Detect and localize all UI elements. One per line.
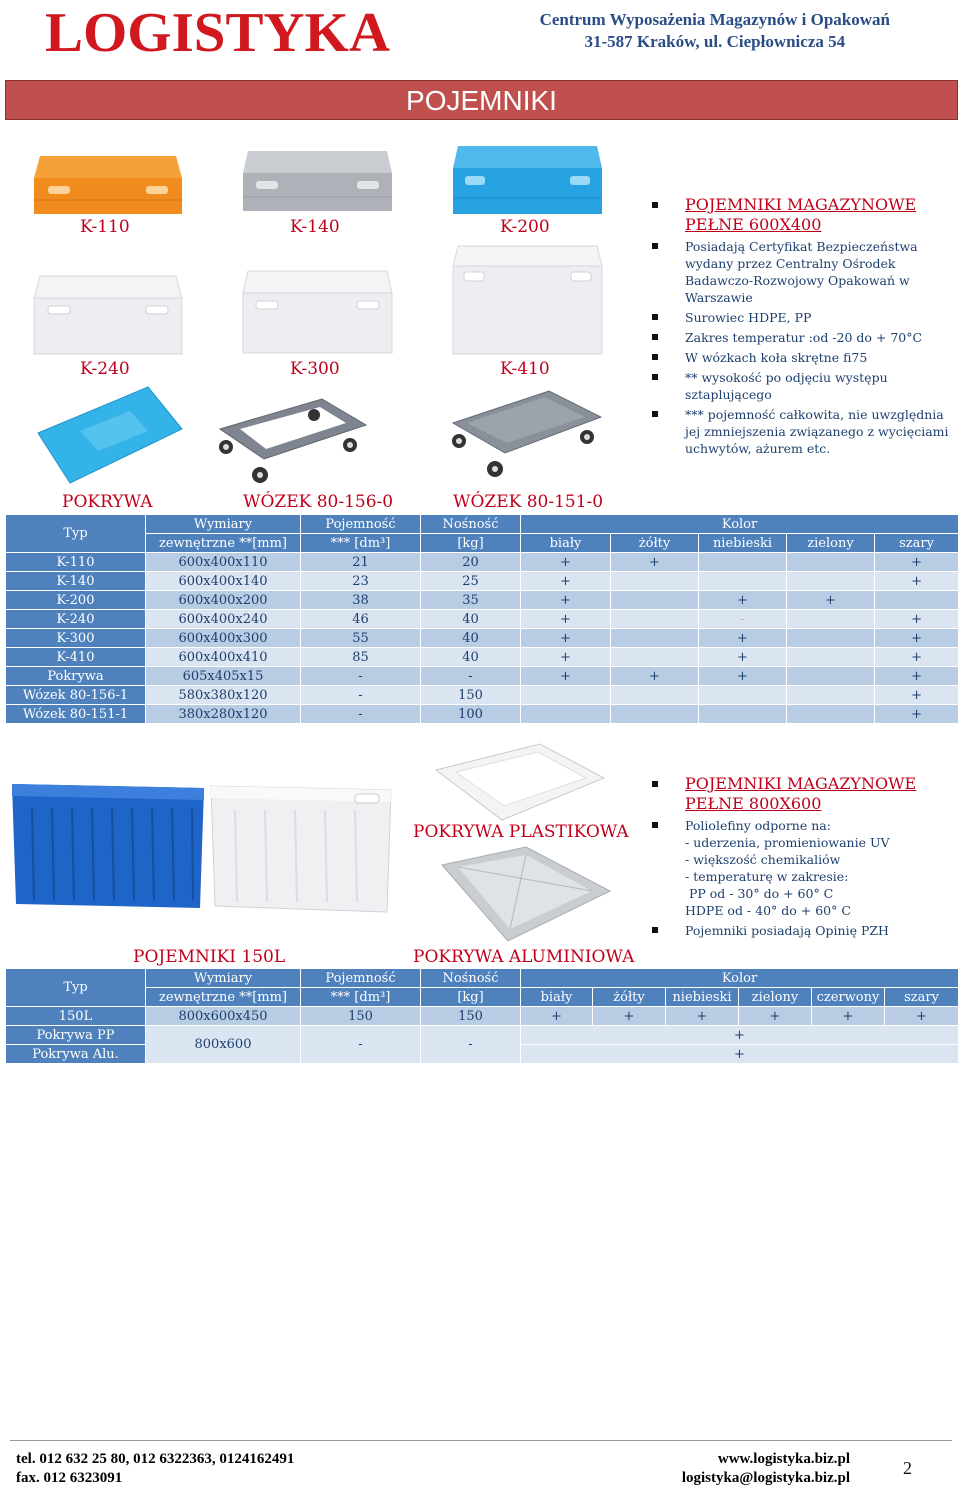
table-row (6, 705, 959, 724)
cell-color-mark: - (699, 610, 787, 629)
footer-web (682, 1450, 850, 1488)
company-name: Centrum Wyposażenia Magazynów i Opakowań (539, 10, 890, 29)
dolly-80-151-image (445, 385, 605, 480)
company-logo (45, 6, 395, 56)
label-k240: K-240 (80, 359, 130, 379)
cell-capacity: - (301, 667, 421, 686)
table-row (6, 572, 959, 591)
logo-text: LOGISTYKA (45, 6, 391, 56)
cell-color-mark (787, 610, 875, 629)
cell-color-mark: + (699, 667, 787, 686)
cell-color-mark: + (521, 667, 611, 686)
label-k410: K-410 (500, 359, 550, 379)
footer-email-link[interactable]: logistyka@logistyka.biz.pl (681, 1470, 850, 1486)
info-line: - uderzenia, promieniowanie UV (685, 835, 890, 850)
section-title-bar (5, 80, 958, 120)
cell-dims: 600x400x410 (146, 648, 301, 667)
info-line: HDPE od - 40° do + 60° C (685, 903, 851, 918)
cell-typ: K-110 (6, 553, 146, 572)
cell-color-mark: + (875, 610, 959, 629)
header-wymiary: Wymiary (146, 515, 301, 534)
cell-load: 150 (421, 686, 521, 705)
cell-color-mark: + (875, 705, 959, 724)
lid-blue-image (30, 385, 185, 490)
header-color: czerwony (812, 988, 885, 1007)
cell-color-mark: + (875, 629, 959, 648)
cell-color-mark: + (787, 591, 875, 610)
cell-color-mark: + (611, 553, 699, 572)
table-row (6, 553, 959, 572)
header-nosnosc: Nośność (421, 969, 521, 988)
cell-color-mark: + (521, 648, 611, 667)
info-list-800 (650, 774, 950, 942)
footer-phone: tel. 012 632 25 80, 012 6322363, 0124162491 (16, 1451, 295, 1467)
cell-capacity: 38 (301, 591, 421, 610)
cell-color-mark: + (521, 1045, 959, 1064)
info-item: Posiadają Certyfikat Bezpieczeństwa wydany przez Centralny Ośrodek Badawczo-Rozwojowy Opakowań w Warszawie (650, 238, 950, 306)
cell-color-mark (699, 572, 787, 591)
table-row (6, 629, 959, 648)
table-row (6, 610, 959, 629)
crate-white-k410-image (450, 240, 605, 358)
cell-typ: Pokrywa Alu. (6, 1045, 146, 1064)
header-nosnosc: Nośność (421, 515, 521, 534)
label-pokrywa: POKRYWA (62, 492, 153, 512)
cell-color-mark: + (875, 572, 959, 591)
cell-color-mark: + (885, 1007, 959, 1026)
cell-color-mark (787, 553, 875, 572)
cell-color-mark: + (699, 648, 787, 667)
header-wymiary: Wymiary (146, 969, 301, 988)
company-street: 31-587 Kraków, ul. Ciepłownicza 54 (584, 32, 846, 51)
cell-color-mark (787, 572, 875, 591)
crate-orange-image (30, 148, 186, 218)
header-color: niebieski (666, 988, 739, 1007)
cell-typ: K-240 (6, 610, 146, 629)
cell-dims: 600x400x200 (146, 591, 301, 610)
header-pojemnosc: Pojemność (301, 515, 421, 534)
cell-load: 40 (421, 610, 521, 629)
cell-color-mark: + (875, 648, 959, 667)
cell-dims: 800x600 (146, 1026, 301, 1064)
info-line: - większość chemikaliów (685, 852, 841, 867)
header-wymiary-unit: zewnętrzne **[mm] (146, 988, 301, 1007)
cell-capacity: - (301, 686, 421, 705)
cell-load: 40 (421, 629, 521, 648)
label-k110: K-110 (80, 217, 130, 237)
info-item: ** wysokość po odjęciu występu sztaplującego (650, 369, 950, 403)
cell-color-mark: + (521, 1007, 593, 1026)
header-pojemnosc-unit: *** [dm³] (301, 988, 421, 1007)
cell-color-mark: + (666, 1007, 739, 1026)
cell-load: 35 (421, 591, 521, 610)
cell-typ: Wózek 80-151-1 (6, 705, 146, 724)
header-color: zielony (787, 534, 875, 553)
cell-color-mark: + (812, 1007, 885, 1026)
cell-color-mark (611, 629, 699, 648)
table-row (6, 686, 959, 705)
info-item-materials (650, 817, 950, 919)
cell-color-mark: + (875, 553, 959, 572)
header-pojemnosc: Pojemność (301, 969, 421, 988)
section-title: POJEMNIKI (406, 85, 557, 116)
cell-capacity: - (301, 1026, 421, 1064)
cell-color-mark: + (521, 610, 611, 629)
info-heading-800: POJEMNIKI MAGAZYNOWE PEŁNE 800X600 (650, 774, 950, 814)
header-color: żółty (611, 534, 699, 553)
table-row (6, 648, 959, 667)
cell-typ: Pokrywa PP (6, 1026, 146, 1045)
cell-color-mark: + (739, 1007, 812, 1026)
header-color: niebieski (699, 534, 787, 553)
header-kolor: Kolor (521, 515, 959, 534)
info-heading-600: POJEMNIKI MAGAZYNOWE PEŁNE 600X400 (650, 195, 950, 235)
cell-dims: 580x380x120 (146, 686, 301, 705)
info-item: *** pojemność całkowita, nie uwzględnia jej zmniejszenia związanego z wycięciami uchwytów, ażurem etc. (650, 406, 950, 457)
header-wymiary-unit: zewnętrzne **[mm] (146, 534, 301, 553)
cell-typ: K-300 (6, 629, 146, 648)
info-line: PP od - 30° do + 60° C (685, 886, 834, 901)
label-wozek-156: WÓZEK 80-156-0 (243, 492, 394, 512)
info-list-600 (650, 195, 950, 460)
page-number: 2 (903, 1458, 912, 1478)
crate-grey-image (240, 143, 395, 215)
header-color: szary (885, 988, 959, 1007)
cell-capacity: 55 (301, 629, 421, 648)
cell-color-mark (875, 591, 959, 610)
header-color: żółty (593, 988, 666, 1007)
cell-color-mark: + (521, 572, 611, 591)
cell-load: 150 (421, 1007, 521, 1026)
info-item: W wózkach koła skrętne fi75 (650, 349, 950, 366)
header-nosnosc-unit: [kg] (421, 988, 521, 1007)
cell-color-mark: + (611, 667, 699, 686)
cell-capacity: 23 (301, 572, 421, 591)
cell-color-mark (699, 705, 787, 724)
cell-capacity: 85 (301, 648, 421, 667)
cell-load: - (421, 1026, 521, 1064)
cell-color-mark (611, 705, 699, 724)
header-color: biały (521, 534, 611, 553)
header-color: szary (875, 534, 959, 553)
cell-color-mark (521, 705, 611, 724)
cell-color-mark (611, 686, 699, 705)
cell-color-mark: + (521, 553, 611, 572)
cell-typ: Pokrywa (6, 667, 146, 686)
cell-color-mark: + (521, 1026, 959, 1045)
cell-color-mark (611, 610, 699, 629)
header-color: biały (521, 988, 593, 1007)
footer-fax: fax. 012 6323091 (16, 1470, 123, 1486)
cell-capacity: - (301, 705, 421, 724)
table-row (6, 591, 959, 610)
label-pojemniki-150l: POJEMNIKI 150L (133, 947, 286, 967)
cell-load: 100 (421, 705, 521, 724)
cell-typ: K-140 (6, 572, 146, 591)
header-pojemnosc-unit: *** [dm³] (301, 534, 421, 553)
cell-load: 25 (421, 572, 521, 591)
info-item-pzh: Pojemniki posiadają Opinię PZH (650, 922, 950, 939)
info-item: Zakres temperatur :od -20 do + 70°C (650, 329, 950, 346)
cell-color-mark (699, 553, 787, 572)
cell-color-mark (611, 648, 699, 667)
cell-color-mark (787, 648, 875, 667)
container-150l-white-image (205, 778, 395, 918)
header-kolor: Kolor (521, 969, 959, 988)
container-150l-blue-image (8, 778, 208, 918)
cell-typ: Wózek 80-156-1 (6, 686, 146, 705)
cell-typ: K-200 (6, 591, 146, 610)
table-row (6, 1026, 959, 1045)
crate-blue-image (450, 140, 605, 218)
cell-dims: 600x400x140 (146, 572, 301, 591)
cell-color-mark: + (875, 667, 959, 686)
label-k140: K-140 (290, 217, 340, 237)
header-typ: Typ (6, 969, 146, 1007)
cell-dims: 380x280x120 (146, 705, 301, 724)
cell-dims: 800x600x450 (146, 1007, 301, 1026)
company-address (540, 9, 890, 53)
cell-color-mark: + (593, 1007, 666, 1026)
header-nosnosc-unit: [kg] (421, 534, 521, 553)
footer-website-link[interactable]: www.logistyka.biz.pl (717, 1451, 850, 1467)
cell-color-mark (787, 667, 875, 686)
info-line: Poliolefiny odporne na: (685, 818, 831, 833)
cell-dims: 600x400x110 (146, 553, 301, 572)
label-k200: K-200 (500, 217, 550, 237)
crate-white-k300-image (240, 265, 395, 357)
footer-contact (16, 1450, 294, 1488)
footer-divider (10, 1440, 952, 1441)
cell-dims: 600x400x300 (146, 629, 301, 648)
label-wozek-151: WÓZEK 80-151-0 (453, 492, 604, 512)
cell-color-mark: + (521, 591, 611, 610)
dolly-80-156-image (210, 395, 370, 485)
info-line: - temperaturę w zakresie: (685, 869, 849, 884)
label-pokrywa-aluminiowa: POKRYWA ALUMINIOWA (413, 947, 635, 967)
cell-dims: 600x400x240 (146, 610, 301, 629)
cell-color-mark (521, 686, 611, 705)
cell-color-mark: + (699, 591, 787, 610)
label-pokrywa-plastikowa: POKRYWA PLASTIKOWA (413, 822, 629, 842)
header-typ: Typ (6, 515, 146, 553)
cell-load: 20 (421, 553, 521, 572)
cell-load: 40 (421, 648, 521, 667)
cell-capacity: 150 (301, 1007, 421, 1026)
lid-aluminium-image (438, 845, 613, 943)
cell-dims: 605x405x15 (146, 667, 301, 686)
info-item: Surowiec HDPE, PP (650, 309, 950, 326)
cell-color-mark: + (521, 629, 611, 648)
cell-typ: K-410 (6, 648, 146, 667)
cell-color-mark (611, 572, 699, 591)
crate-white-k240-image (30, 270, 186, 358)
lid-plastic-image (430, 742, 608, 824)
cell-capacity: 21 (301, 553, 421, 572)
spec-table-600 (5, 514, 959, 724)
cell-color-mark (787, 629, 875, 648)
cell-color-mark (787, 705, 875, 724)
cell-typ: 150L (6, 1007, 146, 1026)
label-k300: K-300 (290, 359, 340, 379)
cell-color-mark (611, 591, 699, 610)
spec-table-800 (5, 968, 959, 1064)
cell-color-mark (787, 686, 875, 705)
header-color: zielony (739, 988, 812, 1007)
cell-color-mark (699, 686, 787, 705)
cell-color-mark: + (875, 686, 959, 705)
cell-color-mark: + (699, 629, 787, 648)
cell-capacity: 46 (301, 610, 421, 629)
cell-load: - (421, 667, 521, 686)
table-row (6, 667, 959, 686)
table-row (6, 1007, 959, 1026)
